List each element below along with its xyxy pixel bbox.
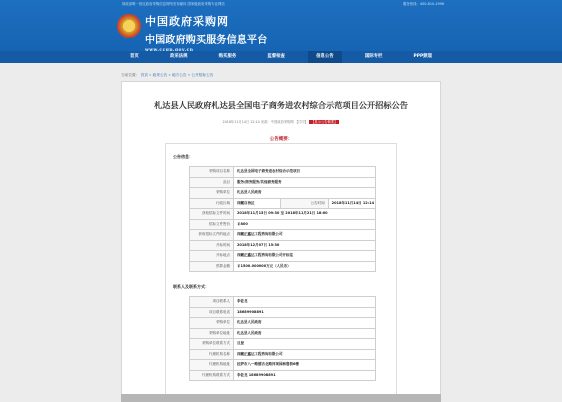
field-label: 开标时间 [190, 240, 234, 251]
info-row [190, 209, 376, 220]
field-value: ￥800 [234, 219, 376, 230]
breadcrumb-open-tender[interactable]: 公开招标公告 [191, 73, 214, 77]
main-nav [0, 51, 562, 63]
nav-item-ppp[interactable]: PPP频道 [413, 54, 432, 59]
site-header [0, 0, 562, 51]
field-value: 札达县人民政府 [234, 328, 376, 339]
field-value: 札达县人民政府 [234, 188, 376, 199]
field-value: 西藏自治区 [234, 198, 281, 209]
main-nav-items [122, 51, 440, 63]
field-label: 代理机构联系方式 [190, 370, 234, 381]
field-label: 采购单位地址 [190, 328, 234, 339]
contact-row [190, 360, 376, 371]
field-value: 2018年12月07日 15:30 [234, 240, 376, 251]
nav-item-home[interactable]: 首页 [130, 54, 139, 59]
field-label: 代理机构名称 [190, 349, 234, 360]
contact-row [190, 297, 376, 308]
field-label: 采购单位联系方式 [190, 339, 234, 350]
field-value: 旦登 [234, 339, 376, 350]
breadcrumb-separator: » [186, 73, 192, 77]
field-value: 札达县人民政府 [234, 318, 376, 329]
site-logo[interactable] [145, 13, 267, 53]
contact-row [190, 349, 376, 360]
field-value: 西藏正鑫达工程咨询有限公司 [234, 230, 376, 241]
info-row [190, 167, 376, 178]
field-value: 2018年11月14日 12:14 [328, 198, 375, 209]
field-value: 西藏正鑫达工程咨询有限公司 [234, 349, 376, 360]
breadcrumb-local[interactable]: 地方公告 [171, 73, 187, 77]
page-footer-strip [121, 394, 441, 402]
nav-item-regulations[interactable]: 政采法规 [169, 54, 188, 59]
field-label: 获取招标文件的地点 [190, 230, 234, 241]
site-subtitle: 中国政府购买服务信息平台 [145, 35, 268, 46]
field-label: 采购单位 [190, 188, 234, 199]
field-value: 拉萨市八一路德吉北路河坝园林鲁桥6楼 [234, 360, 376, 371]
breadcrumb-label: 当前位置： [121, 73, 140, 77]
field-value: ￥1500.000000万元（人民币） [234, 261, 376, 272]
top-info-bar [0, 0, 562, 9]
info-row [190, 188, 376, 199]
contact-row [190, 307, 376, 318]
info-row [190, 219, 376, 230]
field-label: 代理机构地址 [190, 360, 234, 371]
field-label: 采购单位 [190, 318, 234, 329]
summary-heading: 公告概要： [269, 137, 293, 142]
field-value: 2018年11月15日 09:30 至 2018年11月21日 18:00 [234, 209, 376, 220]
main-content [121, 81, 441, 402]
service-hotline: 服务热线：400-810-1996 [403, 2, 444, 6]
nav-item-purchase-services[interactable]: 购买服务 [218, 54, 237, 59]
breadcrumb-separator: » [148, 73, 153, 77]
field-value: 西藏正鑫达工程咨询有限公司开标室 [234, 251, 376, 262]
info-row [190, 261, 376, 272]
show-summary-button[interactable]: 【显示公告概要】 [311, 120, 338, 124]
contact-table [189, 296, 376, 381]
national-emblem-icon [117, 14, 141, 38]
field-value: 札达县全国电子商务进农村综合示范项目 [234, 167, 376, 178]
contact-row [190, 318, 376, 329]
info-row [190, 240, 376, 251]
breadcrumb-separator: » [167, 73, 172, 77]
field-label: 项目联系人 [190, 297, 234, 308]
nav-item-supervision[interactable]: 监督检查 [267, 54, 285, 59]
top-notice-text: 财政部唯一指定政府采购信息网络发布媒体 国家级政府采购专业网站 [122, 2, 225, 6]
contact-row [190, 370, 376, 381]
breadcrumb [121, 71, 441, 79]
nav-item-announcements[interactable]: 信息公告 [308, 51, 342, 63]
breadcrumb-announcements[interactable]: 政采公告 [152, 73, 168, 77]
nav-item-international[interactable]: 国际专栏 [364, 54, 383, 59]
info-row [190, 230, 376, 241]
field-value: 李佐龙 18689908891 [234, 370, 376, 381]
field-label: 预算金额 [190, 261, 234, 272]
field-label: 获取招标文件时间 [190, 209, 234, 220]
field-value: 18689908891 [234, 307, 376, 318]
breadcrumb-home[interactable]: 首页 [140, 73, 148, 77]
info-row [190, 251, 376, 262]
info-row [190, 177, 376, 188]
article-meta-text: 2018年11月14日 12:14 来源：中国政府采购网 【打印】 [222, 120, 309, 124]
info-section-heading: 公告信息： [173, 154, 193, 159]
field-label: 采购项目名称 [190, 167, 234, 178]
announcement-document [165, 143, 397, 402]
field-value: 李佐龙 [234, 297, 376, 308]
field-label: 公告时间 [281, 198, 328, 209]
info-row [190, 198, 376, 209]
field-label: 开标地点 [190, 251, 234, 262]
field-label: 招标文件售价 [190, 219, 234, 230]
contact-row [190, 328, 376, 339]
page-title: 札达县人民政府札达县全国电子商务进农村综合示范项目公开招标公告 [154, 100, 408, 110]
field-label: 项目联系电话 [190, 307, 234, 318]
contact-row [190, 339, 376, 350]
article-meta [122, 119, 440, 124]
field-label: 行政区域 [190, 198, 234, 209]
site-title: 中国政府采购网 [145, 15, 229, 28]
contact-section-heading: 联系人及联系方式： [173, 284, 209, 289]
field-label: 品目 [190, 177, 234, 188]
field-value: 服务/商务服务/其他商务服务 [234, 177, 376, 188]
info-table [189, 166, 376, 272]
